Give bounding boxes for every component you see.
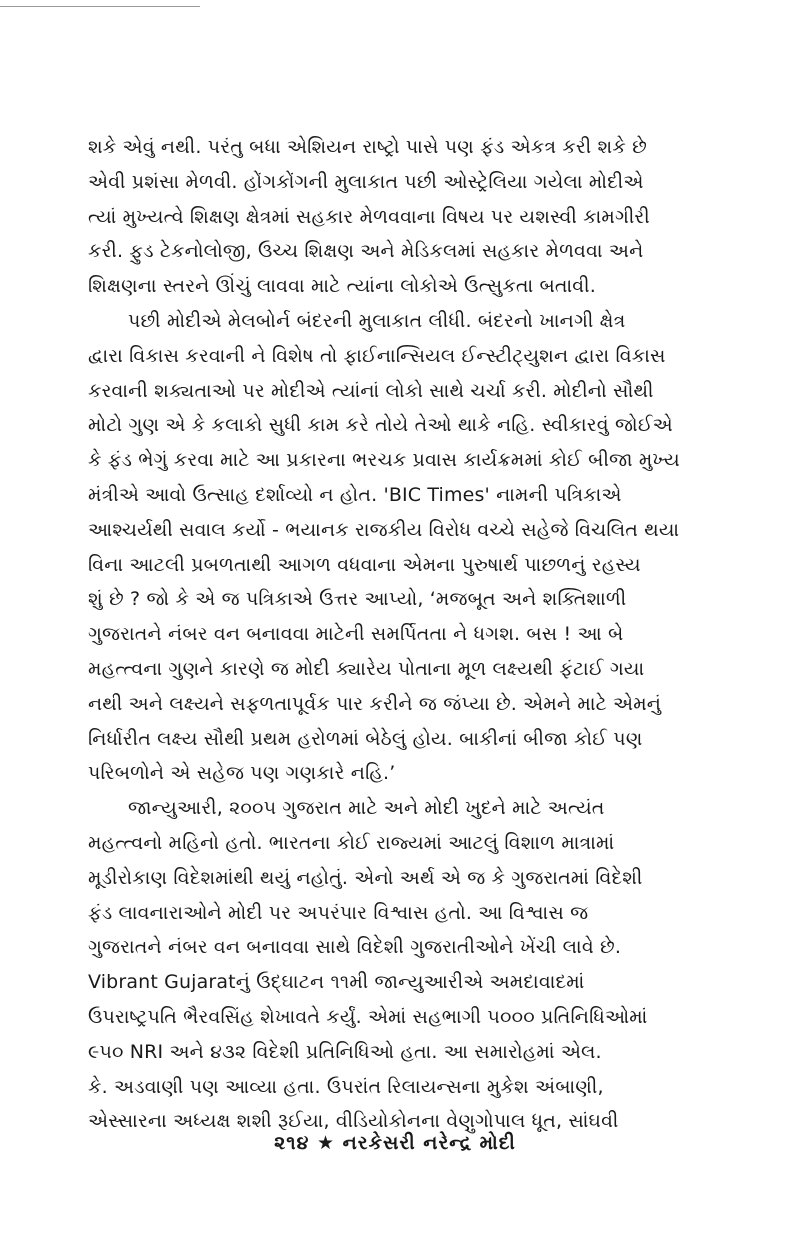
text-line: મહત્ત્વનો મહિનો હતો. ભારતના કોઈ રાજ્યમાં આટલું વિશાળ માત્રામાં [88,831,615,854]
text-line: ૯૫૦ NRI અને ૪૩૨ વિદેશી પ્રતિનિધિઓ હતા. આ સમારોહમાં એલ. [88,1040,602,1063]
text-line: ઉપરાષ્ટ્રપતિ ભૈરવસિંહ શેખાવતે કર્યું. એમાં સહભાગી ૫૦૦૦ પ્રતિનિધિઓમાં [88,1005,648,1028]
text-line: શિક્ષણના સ્તરને ઊંચું લાવવા માટે ત્યાંના લોકોએ ઉત્સુકતા બતાવી. [88,275,596,298]
page-footer: ૨૧૪ ★ નરકેસરી નરેન્દ્ર મોદી [274,1132,516,1154]
top-rule [0,6,200,7]
text-line: મૂડીરોકાણ વિદેશમાંથી થયું નહોતું. એનો અર્થ એ જ કે ગુજરાતમાં વિદેશી [88,866,643,889]
text-line: નિર્ધારીત લક્ષ્ય સૌથી પ્રથમ હરોળમાં બેઠેલું હોય. બાકીનાં બીજા કોઈ પણ [88,727,643,750]
text-line: વિના આટલી પ્રબળતાથી આગળ વધવાના એમના પુરુષાર્થ પાછળનું રહસ્ય [88,553,641,576]
text-line: એવી પ્રશંસા મેળવી. હોંગકોંગની મુલાકાત પછી ઓસ્ટ્રેલિયા ગયેલા મોદીએ [88,170,644,193]
text-line: એસ્સારના અધ્યક્ષ શશી રૂઈયા, વીડિયોકોનના વેણુગોપાલ ધૂત, સાંઘવી [88,1110,619,1133]
text-line: મંત્રીએ આવો ઉત્સાહ દર્શાવ્યો ન હોત. 'BIC Times' નામની પત્રિકાએ [88,483,622,506]
text-line: નથી અને લક્ષ્યને સફળતાપૂર્વક પાર કરીને જ જંપ્યા છે. એમને માટે એમનું [88,692,662,715]
text-line: શું છે ? જો કે એ જ પત્રિકાએ ઉત્તર આપ્યો, ‘મજબૂત અને શક્તિશાળી [88,588,627,611]
text-line: શકે એવું નથી. પરંતુ બધા એશિયન રાષ્ટ્રો પાસે પણ ફંડ એકત્ર કરી શકે છે [88,136,647,158]
text-line: આશ્ચર્યથી સવાલ કર્યો - ભયાનક રાજકીય વિરોધ વચ્ચે સહેજે વિચલિત થયા [88,518,680,541]
text-line: કે ફંડ ભેગું કરવા માટે આ પ્રકારના ભરચક પ્રવાસ કાર્યક્રમમાં કોઈ બીજા મુખ્ય [88,449,680,472]
paragraph-start-line: પછી મોદીએ મેલબોર્ન બંદરની મુલાકાત લીધી. બંદરનો ખાનગી ક્ષેત્ર [128,309,626,332]
text-line: કરી. ફુડ ટેકનોલોજી, ઉચ્ચ શિક્ષણ અને મેડિકલમાં સહકાર મેળવવા અને [88,240,644,263]
text-line: મહત્ત્વના ગુણને કારણે જ મોદી ક્યારેય પોતાના મૂળ લક્ષ્યથી ફંટાઈ ગયા [88,657,645,680]
body-text [88,130,716,1139]
text-line: Vibrant Gujaratનું ઉદ્‌ઘાટન ૧૧મી જાન્યુઆરીએ અમદાવાદમાં [88,971,585,994]
text-line: પરિબળોને એ સહેજ પણ ગણકારે નહિ.’ [88,762,396,785]
paragraph-start-line: જાન્યુઆરી, ૨૦૦૫ ગુજરાત માટે અને મોદી ખુદને માટે અત્યંત [128,797,605,820]
text-line: દ્વારા વિકાસ કરવાની ને વિશેષ તો ફાઈનાન્સિયલ ઈન્સ્ટીટ્યુશન દ્વારા વિકાસ [88,344,666,367]
text-line: ગુજરાતને નંબર વન બનાવવા માટેની સમર્પિતતા ને ધગશ. બસ ! આ બે [88,623,624,646]
text-line: મોટો ગુણ એ કે કલાકો સુધી કામ કરે તોયે તેઓ થાકે નહિ. સ્વીકારવું જોઈએ [88,414,673,437]
text-line: ત્યાં મુખ્યત્વે શિક્ષણ ક્ષેત્રમાં સહકાર મેળવવાના વિષય પર યશસ્વી કામગીરી [88,205,650,228]
text-line: કે. અડવાણી પણ આવ્યા હતા. ઉપરાંત રિલાયન્સના મુકેશ અંબાણી, [88,1075,604,1098]
text-line: ગુજરાતને નંબર વન બનાવવા સાથે વિદેશી ગુજરાતીઓને ખેંચી લાવે છે. [88,936,622,959]
text-line: કરવાની શક્યતાઓ પર મોદીએ ત્યાંનાં લોકો સાથે ચર્ચા કરી. મોદીનો સૌથી [88,379,654,402]
text-line: ફંડ લાવનારાઓને મોદી પર અપરંપાર વિશ્વાસ હતો. આ વિશ્વાસ જ [88,901,589,924]
